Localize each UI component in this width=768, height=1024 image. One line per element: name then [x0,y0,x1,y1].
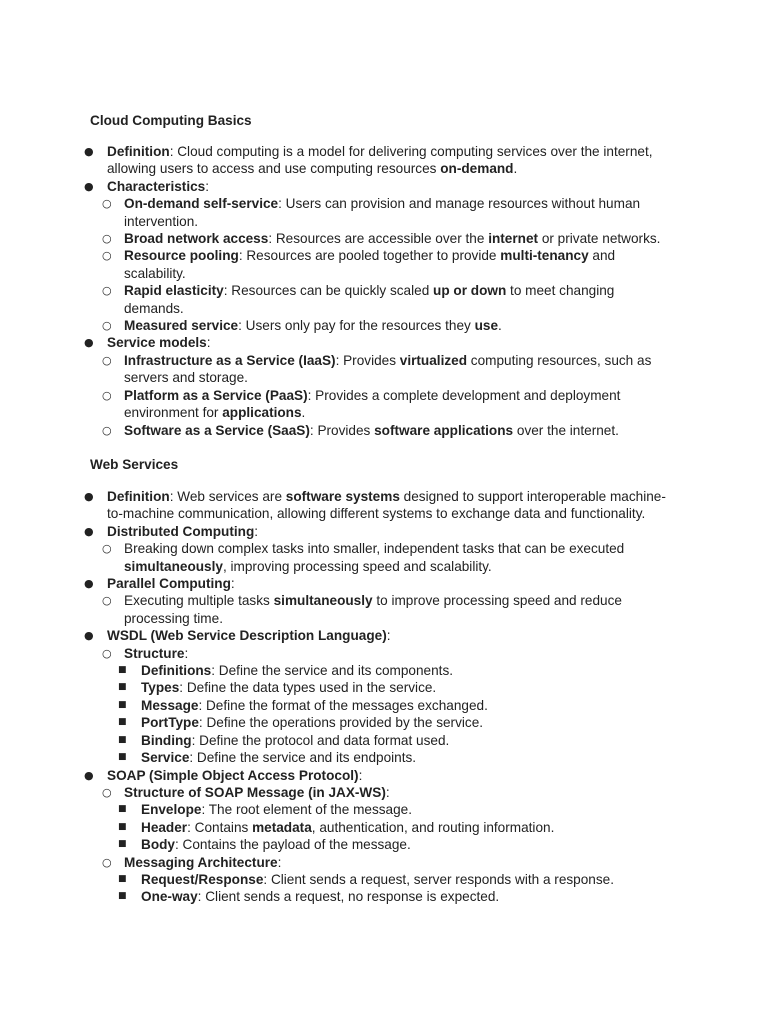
bullet-marker: ○ [102,319,112,333]
list-item-text: software applications [374,422,514,438]
list-item-text: : [206,335,211,351]
list-item-text: Definition [107,489,170,504]
bullet-marker: ○ [102,284,112,298]
bullet-marker: ● [84,336,94,350]
list-item [0,575,667,592]
list-item-text: : Resources are accessible over the [268,231,489,247]
list-item-text: : Web services are [169,489,286,504]
list-item-text: Structure [124,645,185,661]
list-item-text: Infrastructure as a Service (IaaS) [124,352,336,368]
list-item-text: : [277,854,282,870]
list-item-text: metadata [252,819,312,835]
list-item [0,749,681,766]
list-item-text: : Define the format of the messages exchanged. [198,697,488,713]
list-item-text: : Users can provision and manage resources without human intervention. [124,196,641,229]
list-item-text: : [230,576,235,592]
list-item-text: : [358,767,363,783]
bullet-marker: ○ [102,855,112,869]
list-item-text: Message [141,697,199,713]
list-item [0,143,667,178]
bullet-marker: ■ [118,804,127,815]
bullet-marker: ● [84,524,94,538]
list-item-text: On-demand self-service [124,196,279,212]
list-item [0,422,672,439]
list-item-text: Rapid elasticity [124,283,224,299]
list-item [0,247,672,282]
list-item-text: applications [222,405,302,421]
list-item-text: Envelope [141,802,202,818]
list-item-text: software systems [285,489,400,504]
list-item-text: . [301,405,306,421]
cloud-computing-list [0,143,768,439]
list-item [0,645,672,662]
list-item-text: Distributed Computing [107,523,255,539]
bullet-marker: ○ [102,249,112,263]
bullet-marker: ○ [102,785,112,799]
list-item-text: : [386,628,391,644]
list-item-text: simultaneously [273,593,373,609]
bullet-marker: ● [84,145,94,158]
list-item [0,230,672,247]
bullet-marker: ● [84,179,94,193]
bullet-marker: ● [84,629,94,643]
list-item-text: : Provides a complete development and deployment environment for [124,387,621,421]
list-item-text: to meet changing demands. [124,283,615,316]
list-item-text: : Define the data types used in the service. [179,680,437,696]
list-item-text: up or down [433,283,507,299]
list-item-text: to improve processing speed and reduce processing time. [124,593,622,626]
list-item-text: Service [141,750,190,766]
list-item-text: : Contains the payload of the message. [174,837,411,853]
bullet-marker: ■ [118,891,127,902]
list-item [0,195,672,230]
list-item-text: Structure of SOAP Message (in JAX-WS) [124,784,386,800]
bullet-marker: ○ [102,353,112,367]
list-item-text: Header [141,819,188,835]
bullet-marker: ○ [102,388,112,402]
list-item-text: , improving processing speed and scalability. [222,558,492,574]
list-item-text: designed to support interoperable machine-to-machine communication, allowing different systems to exchange data and functionality. [107,489,666,522]
list-item [0,819,681,836]
list-item [0,387,672,422]
list-item-text: Measured service [124,318,239,334]
list-item-text: . [513,161,518,177]
bullet-marker: ● [84,577,94,591]
list-item-text: : Define the operations provided by the service. [198,715,484,731]
list-item-text: WSDL (Web Service Description Language) [107,628,387,644]
bullet-marker: ■ [118,665,127,676]
list-item-text: : [205,178,210,194]
list-item [0,714,681,731]
bullet-marker: ○ [102,197,112,211]
list-item-text: Binding [141,732,192,748]
list-item-text: Broad network access [124,231,269,247]
list-item-text: Platform as a Service (PaaS) [124,387,308,403]
bullet-marker: ○ [102,594,112,608]
bullet-marker: ■ [118,752,127,763]
list-item-text: Service models [107,335,207,351]
bullet-marker: ■ [118,699,127,710]
list-item-text: Breaking down complex tasks into smaller, independent tasks that can be executed [124,541,625,557]
list-item [0,540,672,575]
list-item-text: : Define the protocol and data format used. [191,732,450,748]
list-item-text: over the internet. [513,422,619,438]
web-services-list [0,488,768,906]
list-item [0,178,667,195]
list-item-text: PortType [141,715,199,731]
list-item-text: Executing multiple tasks [124,593,274,609]
list-item-text: virtualized [399,352,468,368]
list-item [0,888,681,905]
list-item-text: Request/Response [141,871,264,887]
list-item-text: : The root element of the message. [201,802,413,818]
bullet-marker: ○ [102,232,112,246]
section-title-cloud: Cloud Computing Basics [90,113,252,128]
list-item-text: : [385,784,390,800]
list-item [0,854,672,871]
list-item-text: : Client sends a request, no response is expected. [197,889,500,905]
list-item-text: One-way [141,889,198,905]
bullet-marker: ■ [118,734,127,745]
list-item-text: Definitions [141,663,212,679]
list-item [0,732,681,749]
list-item-text: : Resources are pooled together to provide [238,248,501,264]
list-item-text: Characteristics [107,178,206,194]
bullet-marker: ○ [102,542,112,556]
list-item-text: : [254,523,259,539]
list-item-text: : Contains [187,819,253,835]
list-item-text: Body [141,837,175,853]
list-item [0,784,672,801]
list-item-text: : Cloud computing is a model for delivering computing services over the internet, allowing users to access and use computing resources [107,144,653,177]
list-item [0,679,681,696]
bullet-marker: ● [84,768,94,782]
bullet-marker: ■ [118,873,127,884]
list-item-text: Software as a Service (SaaS) [124,422,310,438]
list-item-text: : Define the service and its endpoints. [189,750,417,766]
list-item-text: Parallel Computing [107,576,231,592]
list-item [0,488,667,523]
list-item-text: simultaneously [124,558,223,574]
bullet-marker: ○ [102,423,112,437]
list-item-text: Resource pooling [124,248,239,264]
list-item-text: : Client sends a request, server responds with a response. [263,871,614,887]
bullet-marker: ■ [118,821,127,832]
list-item [0,662,681,679]
list-item-text: : Users only pay for the resources they [238,318,475,334]
list-item-text: SOAP (Simple Object Access Protocol) [107,767,359,783]
bullet-marker: ■ [118,717,127,728]
list-item-text: : Provides [335,352,400,368]
list-item [0,317,672,334]
bullet-marker: ○ [102,646,112,660]
section-title-web-services: Web Services [90,457,179,472]
list-item [0,282,672,317]
list-item-text: . [498,318,502,334]
list-item-text: internet [488,231,539,247]
list-item [0,801,681,818]
list-item [0,871,681,888]
bullet-marker: ● [84,490,94,503]
list-item-text: : Provides [309,422,375,438]
list-item [0,767,667,784]
list-item [0,523,667,540]
list-item-text: : Resources can be quickly scaled [223,283,434,299]
list-item-text: Definition [107,144,170,159]
list-item [0,697,681,714]
list-item-text: on-demand [440,161,514,177]
list-item-text: use [474,318,499,334]
list-item-text: multi-tenancy [500,248,589,264]
list-item-text: : [184,645,189,661]
list-item [0,352,672,387]
list-item-text: , authentication, and routing information. [311,819,555,835]
list-item [0,592,672,627]
bullet-marker: ■ [118,682,127,693]
list-item-text: or private networks. [538,231,661,247]
list-item-text: Messaging Architecture [124,854,278,870]
list-item [0,627,667,644]
list-item [0,334,667,351]
list-item-text: Types [141,680,180,696]
list-item-text: : Define the service and its components. [211,663,454,679]
list-item [0,836,681,853]
bullet-marker: ■ [118,839,127,850]
list-item-text: and scalability. [124,248,616,281]
list-item-text: computing resources, such as servers and storage. [124,352,652,386]
